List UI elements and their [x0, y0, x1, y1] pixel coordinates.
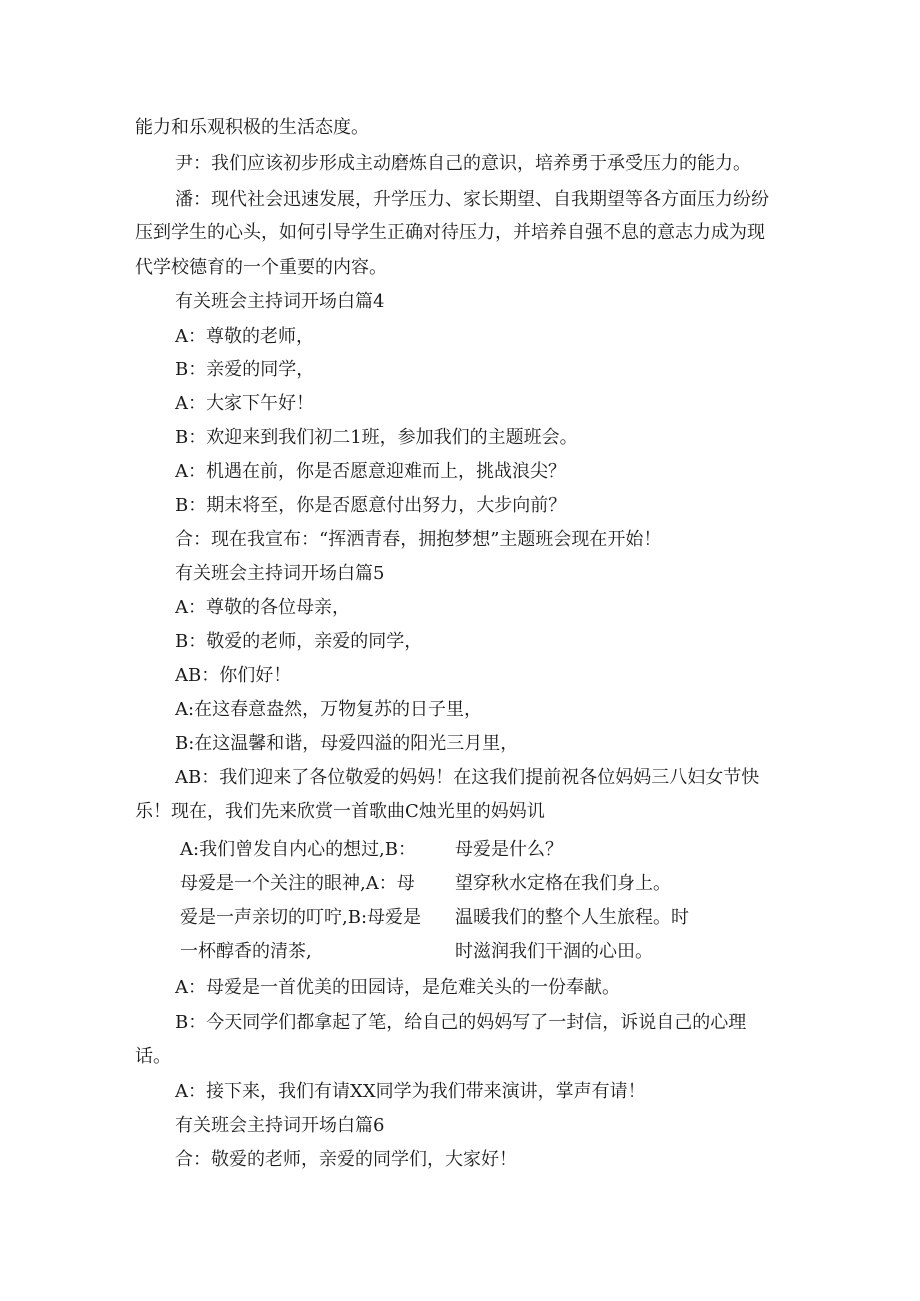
column-right-line: 母爱是什么？: [455, 839, 563, 860]
dialogue-line: A：尊敬的老师，: [175, 326, 314, 347]
paragraph-line: 能力和乐观积极的生活态度。: [135, 117, 369, 138]
dialogue-line: A：母爱是一首优美的田园诗，是危难关头的一份奉献。: [175, 977, 620, 998]
dialogue-line: B：敬爱的老师，亲爱的同学，: [175, 631, 423, 652]
column-left-line: 母爱是一个关注的眼神,A：母: [180, 873, 415, 894]
dialogue-line: AB：我们迎来了各位敬爱的妈妈！在这我们提前祝各位妈妈三八妇女节快: [175, 767, 760, 788]
column-right-line: 温暖我们的整个人生旅程。时: [455, 907, 689, 928]
dialogue-line: B：期末将至，你是否愿意付出努力，大步向前？: [175, 495, 567, 516]
paragraph-line: 代学校德育的一个重要的内容。: [135, 257, 387, 278]
paragraph-line: 尹：我们应该初步形成主动磨炼自己的意识，培养勇于承受压力的能力。: [175, 153, 751, 174]
dialogue-line: AB：你们好！: [175, 665, 292, 686]
dialogue-line: B：欢迎来到我们初二1班，参加我们的主题班会。: [175, 427, 578, 448]
dialogue-line: A：接下来，我们有请XX同学为我们带来演讲，掌声有请！: [175, 1081, 646, 1102]
section-heading: 有关班会主持词开场白篇6: [175, 1115, 385, 1136]
paragraph-line: 话。: [135, 1046, 171, 1067]
dialogue-line: A：大家下午好！: [175, 393, 314, 414]
column-right-line: 望穿秋水定格在我们身上。: [455, 873, 671, 894]
dialogue-line: B：亲爱的同学，: [175, 359, 315, 380]
section-heading: 有关班会主持词开场白篇4: [175, 291, 385, 312]
dialogue-line: A：机遇在前，你是否愿意迎难而上，挑战浪尖？: [175, 461, 566, 482]
dialogue-line: 合：敬爱的老师，亲爱的同学们，大家好！: [175, 1149, 517, 1170]
section-heading: 有关班会主持词开场白篇5: [175, 563, 385, 584]
column-left-line: A:我们曾发自内心的想过,B：: [180, 839, 417, 860]
column-left-line: 爱是一声亲切的叮咛,B:母爱是: [180, 907, 422, 928]
dialogue-line: A:在这春意盎然，万物复苏的日子里，: [175, 699, 483, 720]
dialogue-line: B:在这温馨和谐，母爱四溢的阳光三月里，: [175, 733, 519, 754]
column-right-line: 时滋润我们干涸的心田。: [455, 941, 653, 962]
paragraph-line: 乐！现在，我们先来欣赏一首歌曲C烛光里的妈妈讥: [135, 801, 545, 822]
dialogue-line: A：尊敬的各位母亲，: [175, 597, 350, 618]
paragraph-line: 压到学生的心头，如何引导学生正确对待压力，并培养自强不息的意志力成为现: [135, 222, 765, 243]
dialogue-line: B：今天同学们都拿起了笔，给自己的妈妈写了一封信，诉说自己的心理: [175, 1012, 747, 1033]
dialogue-line: 合：现在我宣布：“挥洒青春，拥抱梦想”主题班会现在开始！: [175, 529, 662, 550]
column-left-line: 一杯醇香的清茶,: [180, 941, 312, 962]
paragraph-line: 潘：现代社会迅速发展，升学压力、家长期望、自我期望等各方面压力纷纷: [175, 189, 769, 210]
